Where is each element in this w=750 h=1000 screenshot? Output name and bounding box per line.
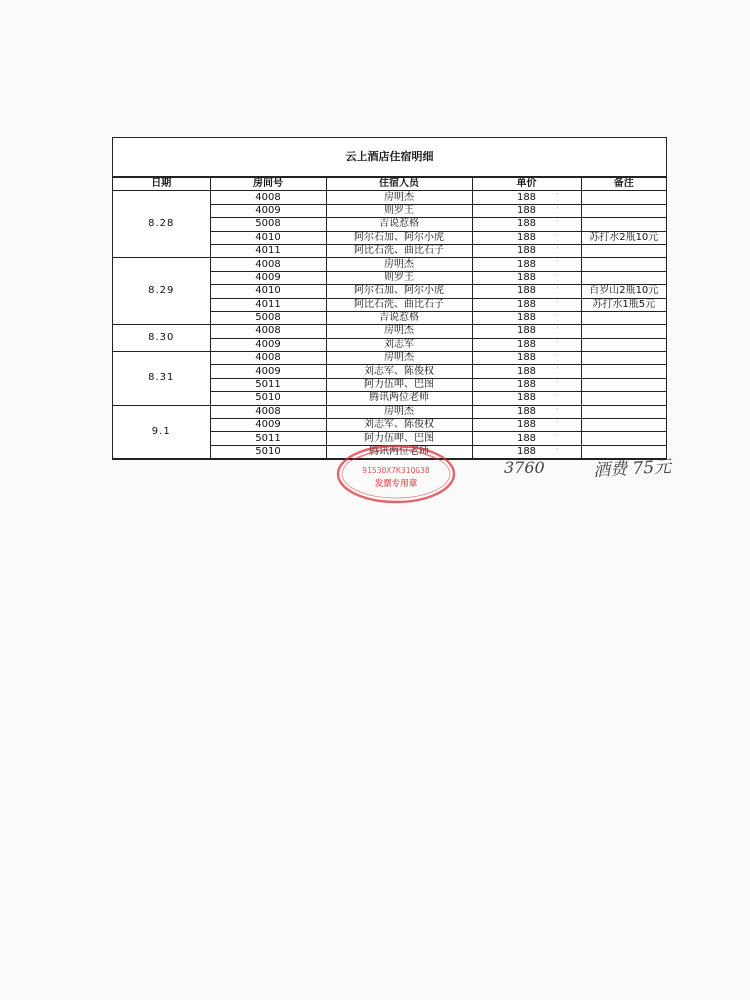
date-cell: 8.30 xyxy=(113,325,210,352)
room-cell: 4008 xyxy=(210,405,326,418)
table-body xyxy=(113,191,666,459)
room-cell: 4010 xyxy=(210,285,326,298)
header-date: 日期 xyxy=(113,178,210,191)
price-value: 188 xyxy=(516,245,537,257)
price-cell xyxy=(472,311,581,324)
check-mark-icon: ˊ xyxy=(555,327,559,336)
room-cell: 4011 xyxy=(210,298,326,311)
room-cell: 4009 xyxy=(210,204,326,217)
table-header-row xyxy=(113,178,666,191)
guests-cell: 阿力伍呷、巴图 xyxy=(326,432,472,445)
price-value: 188 xyxy=(516,446,537,457)
check-mark-icon: ˊ xyxy=(555,340,559,349)
lodging-table xyxy=(113,177,666,459)
room-cell: 4010 xyxy=(210,231,326,244)
check-mark-icon: ˊ xyxy=(555,394,559,403)
handwritten-total: 3760 xyxy=(504,458,545,477)
sheet-title: 云上酒店住宿明细 xyxy=(113,138,666,177)
seal-bottom-text: 发票专用章 xyxy=(374,479,418,489)
price-value: 188 xyxy=(516,204,537,216)
room-cell: 4008 xyxy=(210,191,326,204)
note-cell: 苏打水1瓶5元 xyxy=(581,298,666,311)
guests-cell: 则罗王 xyxy=(326,204,472,217)
room-cell: 5011 xyxy=(210,432,326,445)
guests-cell: 阿比石洗、曲比石子 xyxy=(326,244,472,257)
guests-cell: 刘志军 xyxy=(326,338,472,351)
price-cell xyxy=(472,231,581,244)
price-cell xyxy=(472,338,581,351)
check-mark-icon: ˊ xyxy=(555,313,559,322)
note-cell xyxy=(581,432,666,445)
guests-cell: 房明杰 xyxy=(326,352,472,365)
price-cell xyxy=(472,285,581,298)
guests-cell: 房明杰 xyxy=(326,325,472,338)
check-mark-icon: ˊ xyxy=(555,246,559,255)
header-guests: 住宿人员 xyxy=(326,178,472,191)
check-mark-icon: ˊ xyxy=(555,260,559,269)
check-mark-icon: ˊ xyxy=(555,233,559,242)
room-cell: 4008 xyxy=(210,352,326,365)
price-cell xyxy=(472,325,581,338)
check-mark-icon: ˊ xyxy=(555,434,559,443)
price-value: 188 xyxy=(516,365,537,377)
room-cell: 4009 xyxy=(210,271,326,284)
note-cell xyxy=(581,392,666,405)
header-price: 单价 xyxy=(472,178,581,191)
check-mark-icon: ˊ xyxy=(555,273,559,282)
table-row xyxy=(113,405,666,418)
room-cell: 5008 xyxy=(210,311,326,324)
note-cell xyxy=(581,378,666,391)
room-cell: 5010 xyxy=(210,445,326,458)
price-value: 188 xyxy=(516,312,537,324)
guests-cell: 房明杰 xyxy=(326,191,472,204)
price-cell xyxy=(472,258,581,271)
date-cell: 8.29 xyxy=(113,258,210,325)
price-cell xyxy=(472,378,581,391)
price-cell xyxy=(472,432,581,445)
guests-cell: 吉说惹格 xyxy=(326,311,472,324)
check-mark-icon: ˊ xyxy=(555,367,559,376)
room-cell: 4008 xyxy=(210,325,326,338)
note-cell: 百岁山2瓶10元 xyxy=(581,285,666,298)
price-cell xyxy=(472,204,581,217)
lodging-detail-sheet xyxy=(112,137,667,460)
guests-cell: 房明杰 xyxy=(326,258,472,271)
price-value: 188 xyxy=(516,352,537,364)
price-cell xyxy=(472,352,581,365)
check-mark-icon: ˊ xyxy=(555,354,559,363)
price-value: 188 xyxy=(516,285,537,297)
note-cell xyxy=(581,311,666,324)
price-cell xyxy=(472,191,581,204)
guests-cell: 房明杰 xyxy=(326,405,472,418)
price-value: 188 xyxy=(516,419,537,431)
note-cell xyxy=(581,271,666,284)
note-cell xyxy=(581,405,666,418)
date-cell: 8.28 xyxy=(113,191,210,258)
price-value: 188 xyxy=(516,405,537,417)
check-mark-icon: ˊ xyxy=(555,421,559,430)
guests-cell: 阿力伍呷、巴图 xyxy=(326,378,472,391)
guests-cell: 刘志军、陈俊权 xyxy=(326,419,472,432)
price-value: 188 xyxy=(516,338,537,350)
price-value: 188 xyxy=(516,191,537,203)
check-mark-icon: ˊ xyxy=(555,287,559,296)
note-cell xyxy=(581,325,666,338)
note-cell xyxy=(581,218,666,231)
check-mark-icon: ˊ xyxy=(555,447,559,456)
guests-cell: 则罗王 xyxy=(326,271,472,284)
room-cell: 4009 xyxy=(210,365,326,378)
table-row xyxy=(113,325,666,338)
table-row xyxy=(113,352,666,365)
price-value: 188 xyxy=(516,325,537,337)
invoice-seal xyxy=(334,440,458,504)
table-row xyxy=(113,258,666,271)
room-cell: 4009 xyxy=(210,419,326,432)
note-cell xyxy=(581,338,666,351)
price-value: 188 xyxy=(516,231,537,243)
note-cell xyxy=(581,204,666,217)
room-cell: 5010 xyxy=(210,392,326,405)
note-cell: 苏打水2瓶10元 xyxy=(581,231,666,244)
price-value: 188 xyxy=(516,392,537,404)
note-cell xyxy=(581,352,666,365)
price-cell xyxy=(472,298,581,311)
check-mark-icon: ˊ xyxy=(555,380,559,389)
price-cell xyxy=(472,405,581,418)
room-cell: 5008 xyxy=(210,218,326,231)
room-cell: 4011 xyxy=(210,244,326,257)
guests-cell: 吉说惹格 xyxy=(326,218,472,231)
table-row xyxy=(113,191,666,204)
check-mark-icon: ˊ xyxy=(555,300,559,309)
note-cell xyxy=(581,191,666,204)
room-cell: 4009 xyxy=(210,338,326,351)
note-cell xyxy=(581,419,666,432)
note-cell xyxy=(581,244,666,257)
guests-cell: 阿比石洗、曲比石子 xyxy=(326,298,472,311)
price-value: 188 xyxy=(516,432,537,444)
date-cell: 9.1 xyxy=(113,405,210,459)
check-mark-icon: ˊ xyxy=(555,206,559,215)
check-mark-icon: ˊ xyxy=(555,220,559,229)
handwritten-wine-fee: 酒费 75元 xyxy=(592,456,672,482)
note-cell xyxy=(581,258,666,271)
check-mark-icon: ˊ xyxy=(555,193,559,202)
price-value: 188 xyxy=(516,379,537,391)
room-cell: 4008 xyxy=(210,258,326,271)
price-value: 188 xyxy=(516,298,537,310)
price-cell xyxy=(472,244,581,257)
header-room: 房间号 xyxy=(210,178,326,191)
header-note: 备注 xyxy=(581,178,666,191)
price-cell xyxy=(472,218,581,231)
price-value: 188 xyxy=(516,218,537,230)
room-cell: 5011 xyxy=(210,378,326,391)
guests-cell: 腾讯两位老师 xyxy=(326,445,472,458)
guests-cell: 阿尔石加、阿尔小虎 xyxy=(326,231,472,244)
price-cell xyxy=(472,392,581,405)
guests-cell: 腾讯两位老师 xyxy=(326,392,472,405)
price-cell xyxy=(472,445,581,458)
check-mark-icon: ˊ xyxy=(555,407,559,416)
seal-id-text: 91530X7K31QG38 xyxy=(362,466,430,475)
guests-cell: 阿尔石加、阿尔小虎 xyxy=(326,285,472,298)
note-cell xyxy=(581,365,666,378)
price-cell xyxy=(472,365,581,378)
date-cell: 8.31 xyxy=(113,352,210,406)
price-cell xyxy=(472,419,581,432)
price-cell xyxy=(472,271,581,284)
price-value: 188 xyxy=(516,258,537,270)
price-value: 188 xyxy=(516,271,537,283)
guests-cell: 刘志军、陈俊权 xyxy=(326,365,472,378)
